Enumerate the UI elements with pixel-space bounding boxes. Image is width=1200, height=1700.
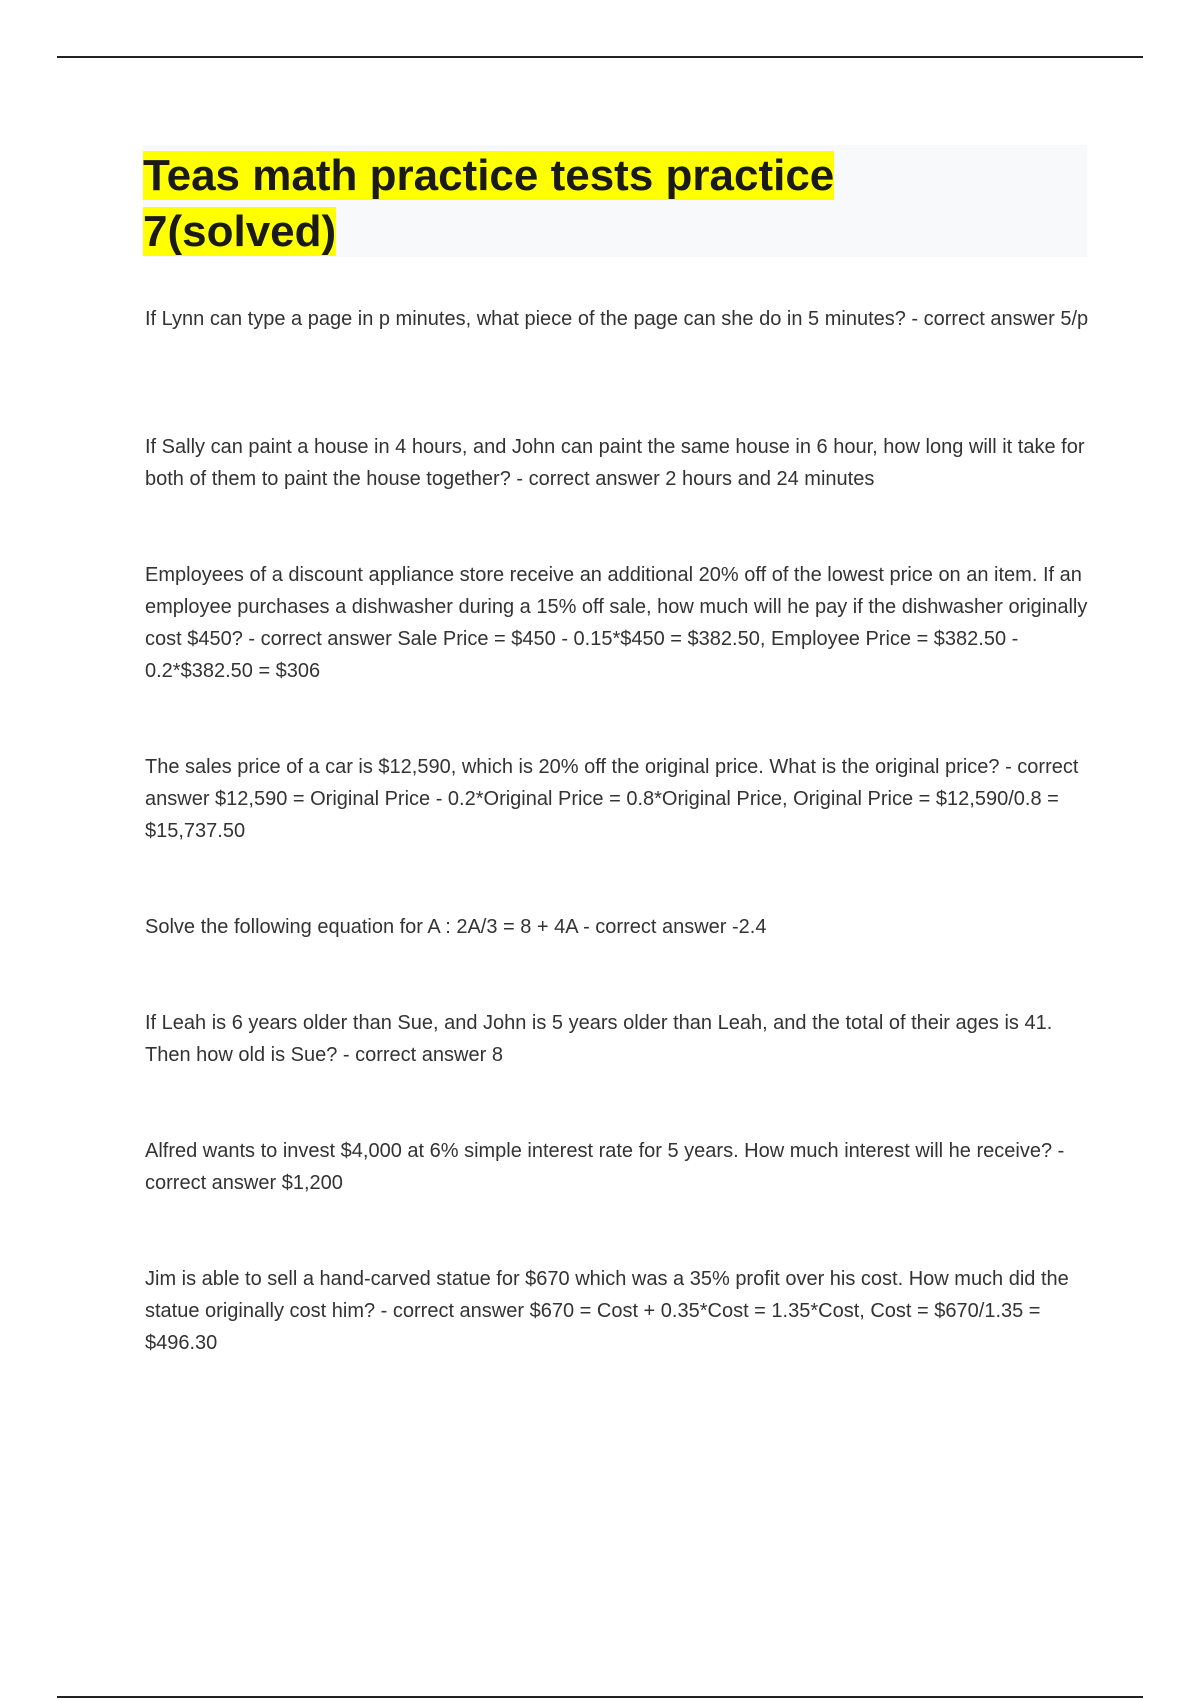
bottom-rule (57, 1696, 1143, 1698)
document-title (143, 145, 973, 260)
question-answer-item: If Lynn can type a page in p minutes, what piece of the page can she do in 5 minutes? - correct answer 5/p (145, 308, 1089, 330)
title-block (143, 145, 1087, 257)
question-answer-item: If Leah is 6 years older than Sue, and John is 5 years older than Leah, and the total of their ages is 41. Then how old is Sue? - correct answer 8 (145, 1012, 1053, 1066)
question-answer-item: The sales price of a car is $12,590, which is 20% off the original price. What is the original price? - correct answer $12,590 = Original Price - 0.2*Original Price = 0.8*Original Price, Original Price = $12,590/0.8 = $15,737.50 (145, 756, 1079, 842)
title-highlight: Teas math practice tests practice 7(solved) (143, 151, 835, 256)
question-answer-item: Employees of a discount appliance store receive an additional 20% off of the lowest price on an item. If an employee purchases a dishwasher during a 15% off sale, how much will he pay if the dishwasher originally cost $450? - correct answer Sale Price = $450 - 0.15*$450 = $382.50, Employee Price = $382.50 - 0.2*$382.50 = $306 (145, 564, 1088, 682)
question-answer-item: Jim is able to sell a hand-carved statue for $670 which was a 35% profit over his cost. How much did the statue originally cost him? - correct answer $670 = Cost + 0.35*Cost = 1.35*Cost, Cost = $670/1.35 = $496.30 (145, 1268, 1069, 1354)
question-answer-item: Alfred wants to invest $4,000 at 6% simple interest rate for 5 years. How much interest will he receive? - correct answer $1,200 (145, 1140, 1065, 1194)
top-rule (57, 56, 1143, 58)
question-answer-item: If Sally can paint a house in 4 hours, and John can paint the same house in 6 hour, how long will it take for both of them to paint the house together? - correct answer 2 hours and 24 minutes (145, 436, 1085, 490)
question-answer-item: Solve the following equation for A : 2A/3 = 8 + 4A - correct answer -2.4 (145, 916, 767, 938)
